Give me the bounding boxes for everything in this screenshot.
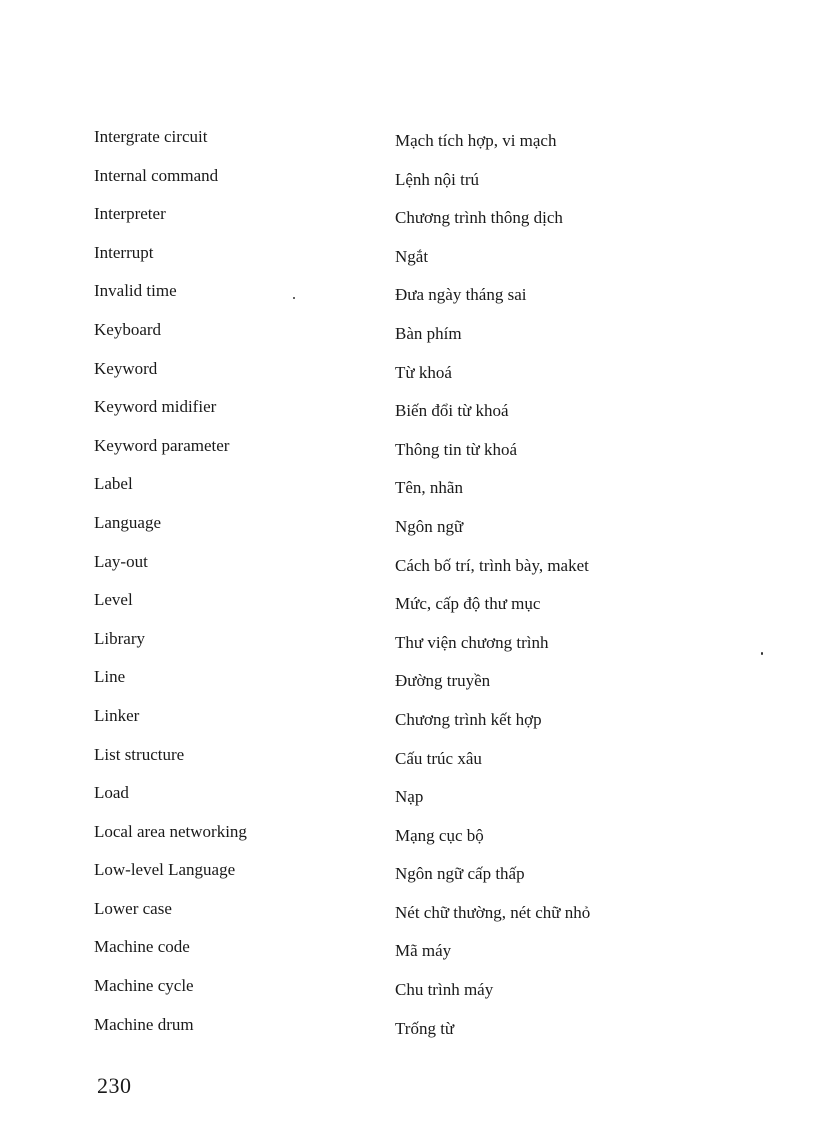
glossary-term: Keyword xyxy=(94,358,158,378)
glossary-definition: Lệnh nội trú xyxy=(395,169,480,189)
glossary-row xyxy=(94,510,734,549)
glossary-term: Low-level Language xyxy=(94,860,236,880)
glossary-definition: Nạp xyxy=(395,787,424,807)
glossary-definition: Thông tin từ khoá xyxy=(395,439,518,459)
glossary-definition: Nét chữ thường, nét chữ nhỏ xyxy=(395,902,591,922)
glossary-row xyxy=(94,664,734,703)
glossary-term: Linker xyxy=(94,705,140,725)
glossary-term: Local area networking xyxy=(94,821,247,841)
glossary-definition: Cách bố trí, trình bày, maket xyxy=(395,555,589,575)
glossary-row xyxy=(94,587,734,626)
glossary-row xyxy=(94,317,734,356)
glossary-definition: Ngắt xyxy=(395,246,429,266)
glossary-definition: Ngôn ngữ cấp thấp xyxy=(395,864,525,884)
glossary-row xyxy=(94,934,734,973)
glossary-definition: Mã máy xyxy=(395,941,452,961)
glossary-term: Internal command xyxy=(94,165,219,185)
glossary-row xyxy=(94,201,734,240)
glossary-term: Interpreter xyxy=(94,204,166,224)
glossary-row xyxy=(94,973,734,1012)
glossary-row xyxy=(94,471,734,510)
glossary-term: Keyboard xyxy=(94,319,162,339)
glossary-term: Language xyxy=(94,512,162,532)
glossary-definition: Tên, nhãn xyxy=(395,478,463,498)
glossary-term: Invalid time xyxy=(94,281,177,301)
glossary-row xyxy=(94,433,734,472)
glossary-term: List structure xyxy=(94,744,185,764)
glossary-term: Machine drum xyxy=(94,1014,194,1034)
glossary-definition: Từ khoá xyxy=(395,362,452,382)
glossary-row xyxy=(94,780,734,819)
glossary-row xyxy=(94,857,734,896)
glossary-row xyxy=(94,703,734,742)
glossary-term: Machine cycle xyxy=(94,976,194,996)
glossary-term: Level xyxy=(94,590,133,610)
glossary-term: Intergrate circuit xyxy=(94,127,208,146)
glossary-table xyxy=(94,124,734,1050)
glossary-row xyxy=(94,124,734,163)
glossary-definition: Chu trình máy xyxy=(395,980,494,1000)
glossary-definition: Đưa ngày tháng sai xyxy=(395,285,527,305)
glossary-definition: Bàn phím xyxy=(395,323,462,343)
glossary-term: Line xyxy=(94,667,126,687)
page-number: 230 xyxy=(97,1073,132,1098)
glossary-term: Lay-out xyxy=(94,551,148,571)
glossary-definition: Biến đổi từ khoá xyxy=(395,401,509,421)
glossary-definition: Chương trình thông dịch xyxy=(395,208,563,228)
glossary-term: Lower case xyxy=(94,898,172,918)
glossary-definition: Thư viện chương trình xyxy=(395,632,549,652)
glossary-row xyxy=(94,1012,734,1051)
glossary-term: Interrupt xyxy=(94,242,154,262)
glossary-row xyxy=(94,240,734,279)
scan-speck xyxy=(761,652,763,655)
glossary-row xyxy=(94,742,734,781)
glossary-row xyxy=(94,278,734,317)
glossary-definition: Trống từ xyxy=(395,1018,455,1038)
glossary-term: Keyword midifier xyxy=(94,397,217,417)
glossary-term: Label xyxy=(94,474,133,494)
glossary-term: Load xyxy=(94,783,129,803)
glossary-row xyxy=(94,549,734,588)
glossary-row xyxy=(94,356,734,395)
glossary-term: Keyword parameter xyxy=(94,435,230,455)
glossary-definition: Mạng cục bộ xyxy=(395,825,484,845)
glossary-definition: Mạch tích hợp, vi mạch xyxy=(395,131,557,150)
glossary-definition: Mức, cấp độ thư mục xyxy=(395,594,541,614)
glossary-row xyxy=(94,394,734,433)
scan-speck xyxy=(293,297,295,299)
glossary-definition: Đường truyền xyxy=(395,671,491,691)
glossary-row xyxy=(94,626,734,665)
glossary-row xyxy=(94,819,734,858)
glossary-row xyxy=(94,163,734,202)
glossary-definition: Cấu trúc xâu xyxy=(395,748,482,768)
glossary-term: Library xyxy=(94,628,145,648)
glossary-row xyxy=(94,896,734,935)
glossary-definition: Chương trình kết hợp xyxy=(395,709,542,729)
glossary-term: Machine code xyxy=(94,937,190,957)
glossary-definition: Ngôn ngữ xyxy=(395,516,464,536)
